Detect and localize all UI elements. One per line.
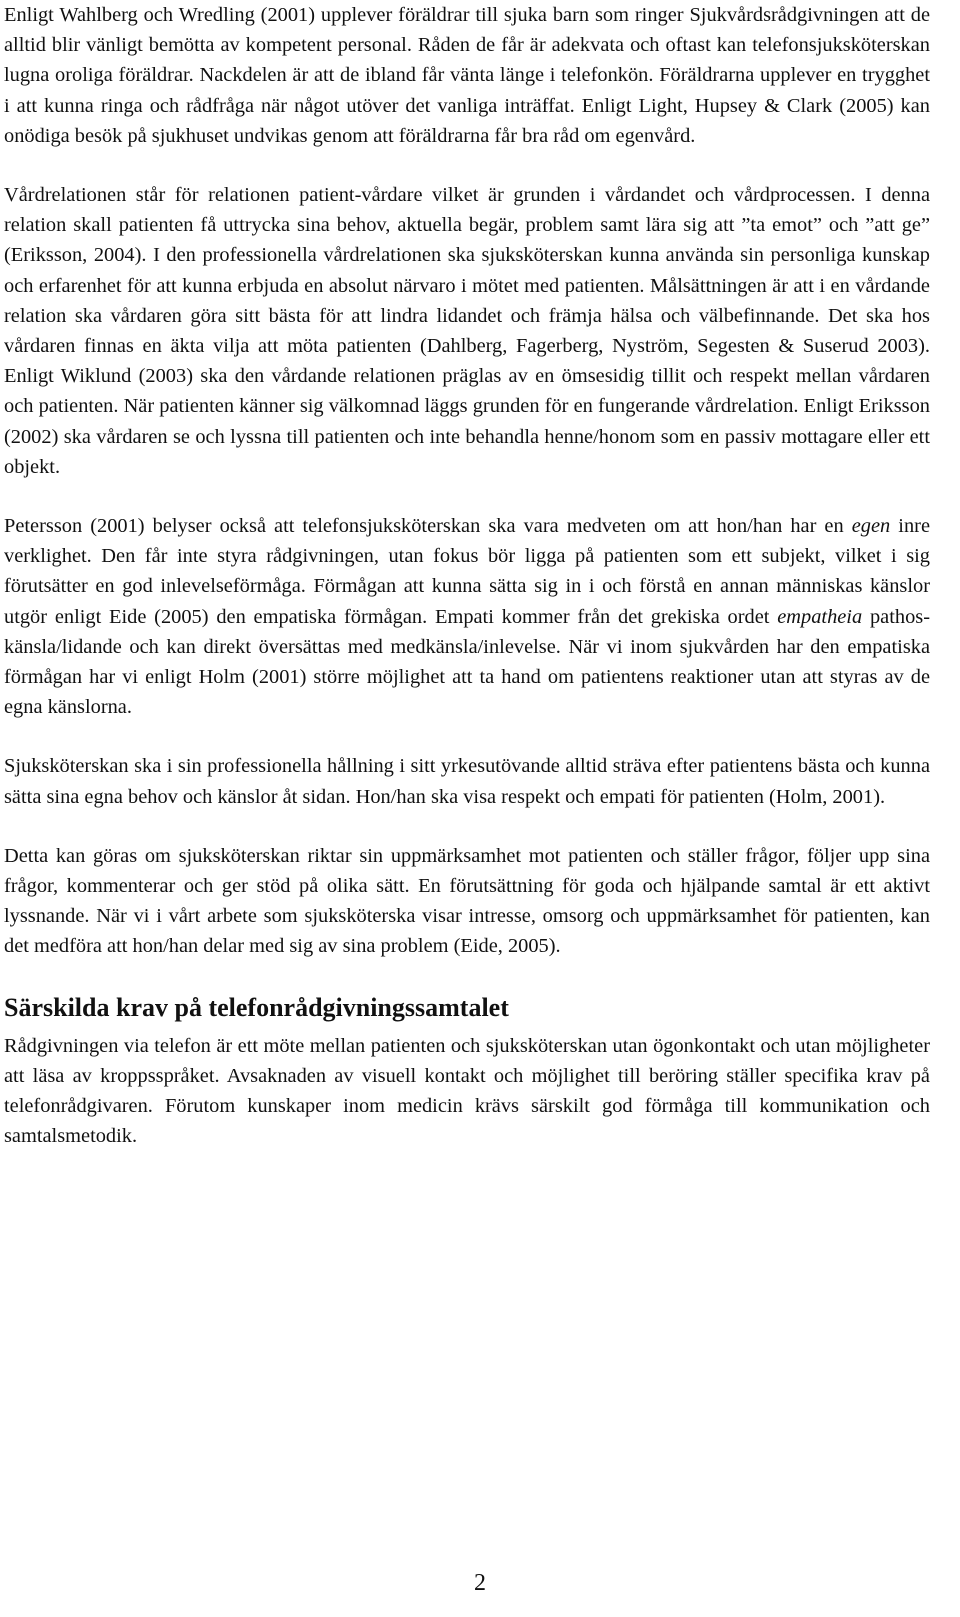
- paragraph-text: Detta kan göras om sjuksköterskan riktar sin uppmärksamhet mot patienten och ställer frågor, följer upp sina frågor, kommenterar och ger stöd på olika sätt. En förutsättning för goda och hjälpande samtal är ett aktivt lyssnande. När vi i vårt arbete som sjuksköterska visar intresse, omsorg och uppmärksamhet för patienten, kan det medföra att hon/han delar med sig av sina problem (Eide, 2005).: [4, 844, 930, 958]
- paragraph: [4, 1031, 930, 1152]
- italic-term: egen: [851, 515, 891, 538]
- paragraph: [4, 180, 930, 482]
- paragraph-text: inre verklighet. Den får inte styra rådgivningen, utan fokus bör ligga på patienten som ett subjekt, vilket i sig förutsätter en god inlevelseförmåga. Förmågan att kunna sätta sig in i och förstå en annan människas känslor utgör enligt Eide (2005) den empatiska förmågan. Empati kommer från det grekiska ordet: [4, 515, 930, 628]
- paragraph-text: Petersson (2001) belyser också att telefonsjuksköterskan ska vara medveten om att hon/han har en: [4, 515, 852, 538]
- paragraph-text: Sjuksköterskan ska i sin professionella hållning i sitt yrkesutövande alltid sträva efter patientens bästa och kunna sätta sina egna behov och känslor åt sidan. Hon/han ska visa respekt och empati för patienten (Holm, 2001).: [4, 755, 930, 808]
- paragraph-text: pathos-känsla/lidande och kan direkt översättas med medkänsla/inlevelse. När vi inom sjukvården har den empatiska förmågan har vi enligt Holm (2001) större möjlighet att ta hand om patientens reaktioner utan att styras av de egna känslorna.: [4, 605, 930, 719]
- section-body-text: [4, 1031, 930, 1152]
- page-number: 2: [474, 1570, 486, 1596]
- paragraph: [4, 0, 930, 151]
- paragraph-text: Vårdrelationen står för relationen patient-vårdare vilket är grunden i vårdandet och vårdprocessen. I denna relation skall patienten få uttrycka sina behov, aktuella begär, problem samt lära sig att ”ta emot” och ”att ge” (Eriksson, 2004). I den professionella vårdrelationen ska sjuksköterskan kunna använda sin personliga kunskap och erfarenhet för att kunna erbjuda en absolut närvaro i mötet med patienten. Målsättningen är att i en vårdande relation ska vårdaren göra sitt bästa för att lindra lidandet och främja hälsa och välbefinnande. Det ska hos vårdaren finnas en äkta vilja att möta patienten (Dahlberg, Fagerberg, Nyström, Segesten & Suserud 2003). Enligt Wiklund (2003) ska den vårdande relationen präglas av en ömsesidig tillit och respekt mellan vårdaren och patienten. När patienten känner sig välkomnad läggs grunden för en fungerande vårdrelation. Enligt Eriksson (2002) ska vårdaren se och lyssna till patienten och inte behandla henne/honom som en passiv mottagare eller ett objekt.: [4, 184, 930, 478]
- italic-term: empatheia: [777, 605, 863, 628]
- paragraph: [4, 841, 930, 962]
- paragraph: [4, 751, 930, 811]
- paragraph-text: Rådgivningen via telefon är ett möte mellan patienten och sjuksköterskan utan ögonkontakt och utan möjligheter att läsa av kroppsspråket. Avsaknaden av visuell kontakt och möjlighet till beröring ställer specifika krav på telefonrådgivaren. Förutom kunskaper inom medicin krävs särskilt god förmåga till kommunikation och samtalsmetodik.: [4, 1034, 930, 1148]
- body-text: [4, 0, 930, 962]
- section-heading: Särskilda krav på telefonrådgivningssamtalet: [4, 992, 509, 1022]
- paragraph: [4, 511, 930, 722]
- document-page: [4, 0, 930, 1181]
- paragraph-text: Enligt Wahlberg och Wredling (2001) upplever föräldrar till sjuka barn som ringer Sjukvårdsrådgivningen att de alltid blir vänligt bemötta av kompetent personal. Råden de får är adekvata och oftast kan telefonsjuksköterskan lugna oroliga föräldrar. Nackdelen är att de ibland får vänta länge i telefonkön. Föräldrarna upplever en trygghet i att kunna ringa och rådfråga när något utöver det vanliga inträffat. Enligt Light, Hupsey & Clark (2005) kan onödiga besök på sjukhuset undvikas genom att föräldrarna får bra råd om egenvård.: [4, 4, 930, 147]
